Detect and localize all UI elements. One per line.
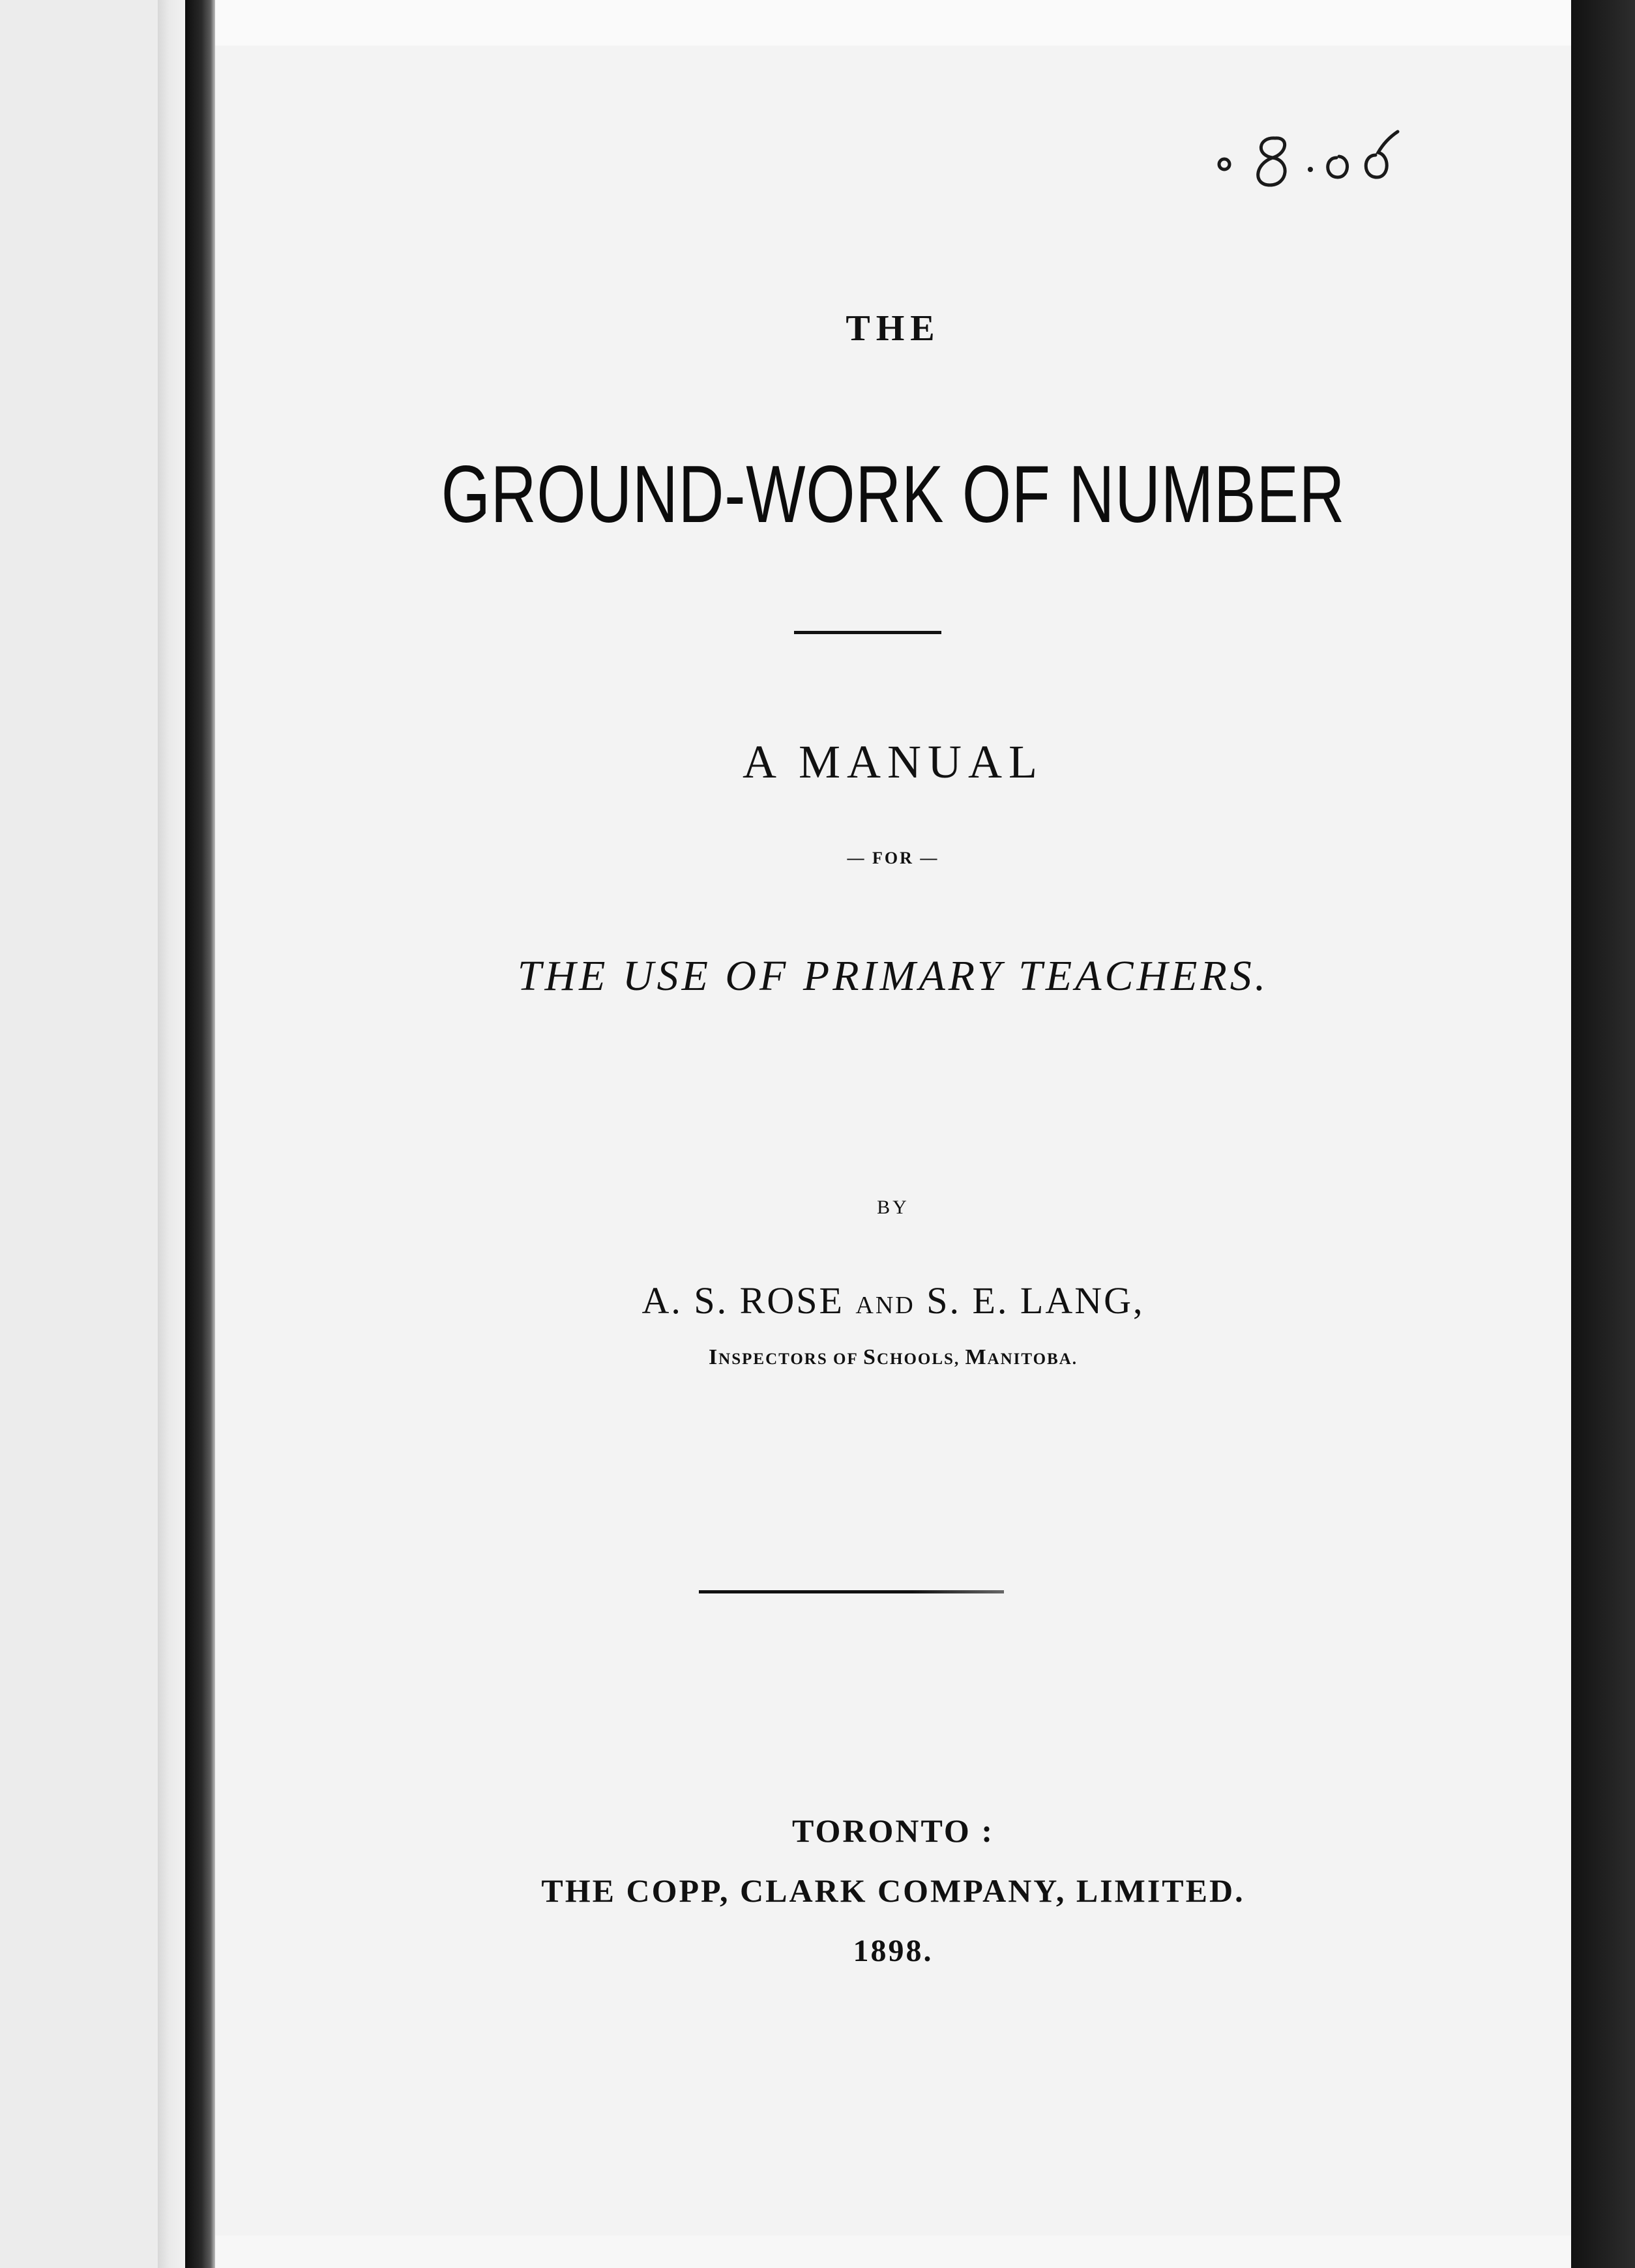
and-connector: AND xyxy=(855,1292,915,1319)
page-right-border xyxy=(1571,0,1635,2268)
affiliation-sc-3: ANITOBA. xyxy=(987,1350,1078,1368)
authors-line xyxy=(215,1279,1571,1322)
author-rose: A. S. ROSE xyxy=(641,1279,844,1322)
page-top-margin xyxy=(215,0,1571,46)
affiliation-sc-1: NSPECTORS OF xyxy=(718,1350,864,1368)
author-lang: S. E. LANG, xyxy=(926,1279,1145,1322)
title-rule xyxy=(794,631,941,634)
affiliation-cap-2: S xyxy=(863,1345,877,1369)
title-article: THE xyxy=(846,308,941,349)
imprint-rule xyxy=(699,1590,1004,1593)
imprint-year: 1898. xyxy=(853,1934,934,1968)
purpose-line: THE USE OF PRIMARY TEACHERS. xyxy=(517,952,1269,1000)
book-gutter xyxy=(185,0,215,2268)
page-bottom-margin xyxy=(215,2235,1571,2268)
subtitle: A MANUAL xyxy=(742,736,1044,788)
facing-page-edge xyxy=(158,0,185,2268)
handwritten-price-note xyxy=(1213,117,1434,196)
affiliation-cap-3: M xyxy=(965,1345,988,1369)
main-title: GROUND-WORK OF NUMBER xyxy=(441,450,1346,540)
imprint-city: TORONTO : xyxy=(792,1812,994,1849)
for-label: — FOR — xyxy=(847,849,939,867)
affiliation-sc-2: CHOOLS, xyxy=(876,1350,965,1368)
by-label: BY xyxy=(877,1197,909,1218)
imprint-publisher: THE COPP, CLARK COMPANY, LIMITED. xyxy=(541,1872,1245,1909)
author-affiliation xyxy=(215,1345,1571,1370)
affiliation-cap-1: I xyxy=(708,1345,719,1369)
